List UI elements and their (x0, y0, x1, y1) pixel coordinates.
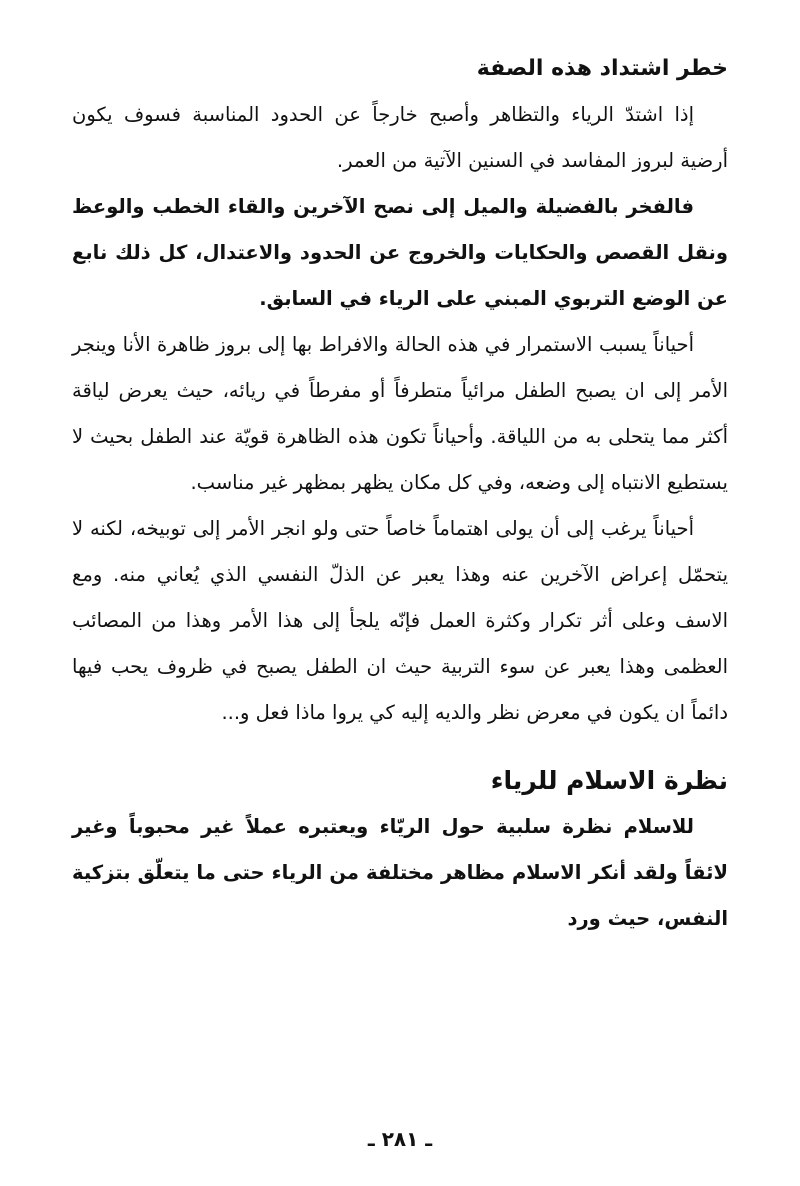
paragraph-1: إذا اشتدّ الرياء والتظاهر وأصبح خارجاً عن الحدود المناسبة فسوف يكون أرضية لبروز المفاسد في السنين الآتية من العمر. (72, 103, 728, 172)
page-number: ـ ٢٨١ ـ (367, 1127, 433, 1151)
paragraph-4: أحياناً يرغب إلى أن يولى اهتماماً خاصاً حتى ولو انجر الأمر إلى توبيخه، لكنه لا يتحمّل إعراض الآخرين عنه وهذا يعبر عن الذلّ النفسي الذي يُعاني منه. ومع الاسف وعلى أثر تكرار وكثرة العمل فإنّه يلجأ إلى هذا الأمر وهذا من المصائب العظمى وهذا يعبر عن سوء التربية حيث ان الطفل يصبح في ظروف يحب فيها دائماً ان يكون في معرض نظر والديه إليه كي يروا ماذا فعل و... (72, 517, 728, 724)
section-heading-risk: خطر اشتداد هذه الصفة (476, 56, 728, 81)
paragraph-3: أحياناً يسبب الاستمرار في هذه الحالة والافراط بها إلى بروز ظاهرة الأنا وينجر الأمر إلى ان يصبح الطفل مرائياً متطرفاً أو مفرطاً في ريائه، حيث يعرض لياقة أكثر مما يتحلى به من اللياقة. وأحياناً تكون هذه الظاهرة قويّة عند الطفل بحيث لا يستطيع الانتباه إلى وضعه، وفي كل مكان يظهر بمظهر غير مناسب. (72, 333, 728, 494)
section-heading-islam-view: نظرة الاسلام للرياء (490, 766, 728, 795)
paragraph-2: فالفخر بالفضيلة والميل إلى نصح الآخرين والقاء الخطب والوعظ ونقل القصص والحكايات والخروج عن الحدود والاعتدال، كل ذلك نابع عن الوضع التربوي المبني على الرياء في السابق. (72, 195, 728, 310)
paragraph-5: للاسلام نظرة سلبية حول الريّاء ويعتبره عملاً غير محبوباً وغير لائقاً ولقد أنكر الاسلام مظاهر مختلفة من الرياء حتى ما يتعلّق بتزكية النفس، حيث ورد (72, 815, 728, 930)
